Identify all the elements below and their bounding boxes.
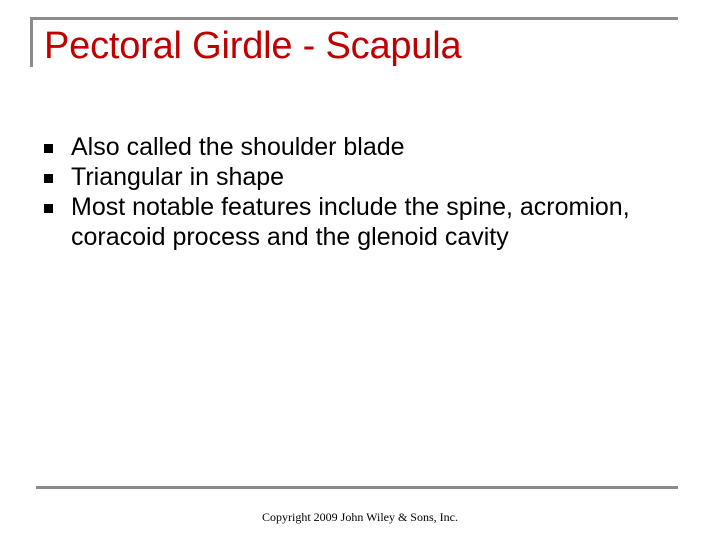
- bullet-text: Triangular in shape: [71, 163, 285, 191]
- bullet-item: [44, 132, 684, 162]
- footer-divider-line: [36, 486, 678, 489]
- bullet-item: [44, 192, 684, 252]
- square-bullet-icon: [44, 144, 53, 153]
- slide-title: Pectoral Girdle - Scapula: [44, 25, 462, 67]
- square-bullet-icon: [44, 204, 53, 213]
- copyright-footer: Copyright 2009 John Wiley & Sons, Inc.: [262, 510, 458, 524]
- title-frame-top-line: [30, 17, 678, 20]
- bullet-list: [44, 132, 684, 252]
- title-frame-left-line: [30, 17, 33, 67]
- bullet-text: Also called the shoulder blade: [71, 133, 405, 161]
- bullet-item: [44, 162, 684, 192]
- bullet-text: Most notable features include the spine, acromion, coracoid process and the glenoid cavity: [71, 193, 630, 251]
- square-bullet-icon: [44, 174, 53, 183]
